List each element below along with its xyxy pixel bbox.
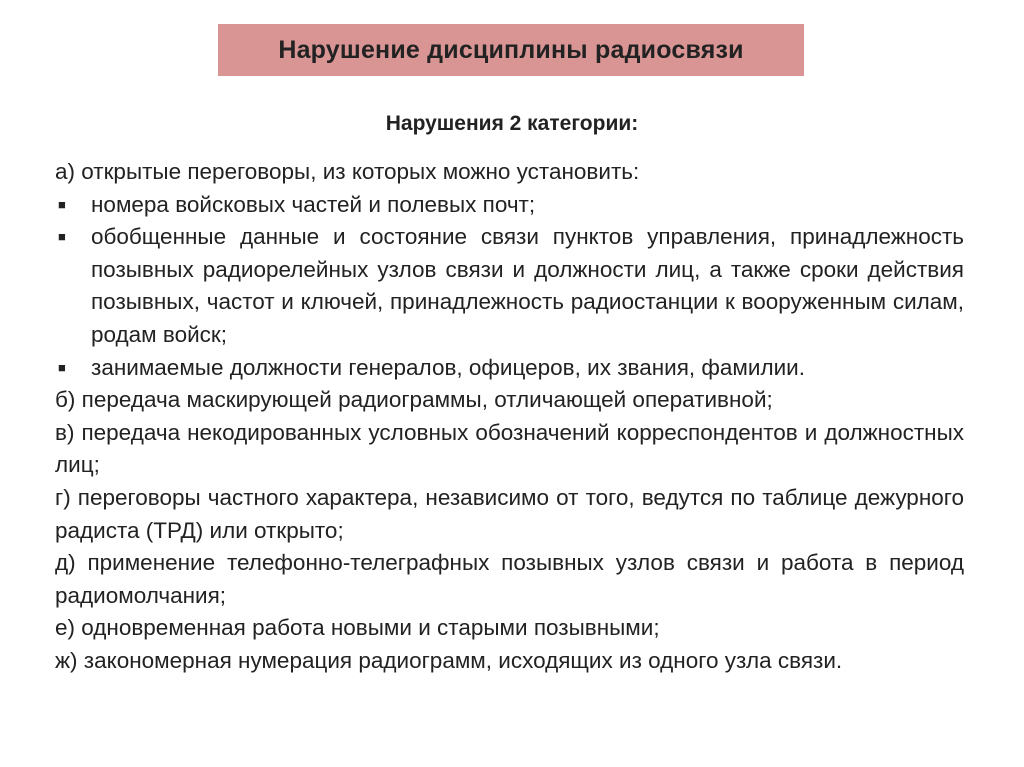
bullet-item — [55, 352, 964, 385]
item-b: б) передача маскирующей радиограммы, отличающей оперативной; — [55, 387, 773, 413]
square-bullet-icon: ■ — [58, 196, 66, 212]
item-g: г) переговоры частного характера, независимо от того, ведутся по таблице дежурного радиста (ТРД) или открыто; — [55, 484, 964, 543]
bullet-item — [55, 189, 964, 222]
title-banner — [218, 24, 804, 76]
item-v: в) передача некодированных условных обозначений корреспондентов и должностных лиц; — [55, 419, 964, 478]
bullet-text: номера войсковых частей и полевых почт; — [91, 191, 536, 217]
item-zh: ж) закономерная нумерация радиограмм, исходящих из одного узла связи. — [55, 647, 843, 673]
bullet-item — [55, 221, 964, 351]
bullet-text: обобщенные данные и состояние связи пунктов управления, принадлежность позывных радиорелейных узлов связи и должности лиц, а также сроки действия позывных, частот и ключей, принадлежность радиостанции к вооруженным силам, родам войск; — [91, 224, 964, 347]
item-a: а) открытые переговоры, из которых можно установить: — [55, 159, 640, 184]
slide-content — [55, 156, 964, 678]
slide-title: Нарушение дисциплины радиосвязи — [278, 35, 744, 64]
square-bullet-icon: ■ — [58, 229, 66, 245]
item-e: е) одновременная работа новыми и старыми позывными; — [55, 615, 660, 641]
square-bullet-icon: ■ — [58, 359, 66, 375]
item-d: д) применение телефонно-телеграфных позывных узлов связи и работа в период радиомолчания; — [55, 550, 964, 608]
section-subtitle: Нарушения 2 категории: — [385, 112, 639, 135]
bullet-text: занимаемые должности генералов, офицеров, их звания, фамилии. — [91, 354, 805, 380]
